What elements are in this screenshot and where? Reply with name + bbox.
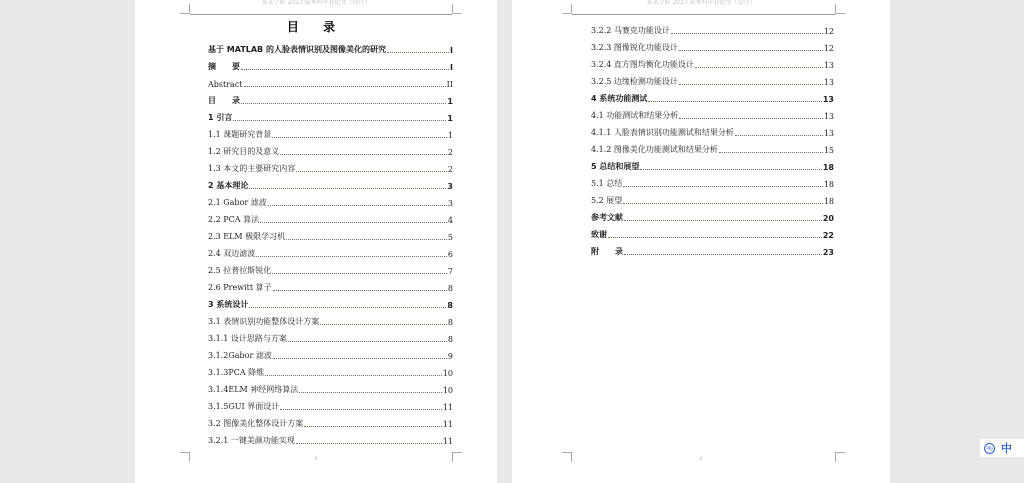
toc-entry-page: 3 bbox=[447, 199, 453, 208]
page-number: 2 bbox=[699, 456, 703, 462]
toc-entry-page: 9 bbox=[447, 352, 453, 361]
dot-leader bbox=[288, 341, 447, 342]
toc-entry[interactable] bbox=[591, 70, 834, 87]
dot-leader bbox=[273, 358, 447, 359]
toc-entry-text: 参考文献 bbox=[591, 213, 623, 222]
toc-entry-text: 3 系统设计 bbox=[208, 300, 249, 309]
toc-entry[interactable] bbox=[208, 123, 453, 140]
toc-entry-page: 13 bbox=[823, 78, 834, 87]
toc-entry[interactable] bbox=[208, 140, 453, 157]
page-header: 某某学院 2023 届本科毕业论文（设计） bbox=[261, 0, 371, 6]
toc-entry-page: 1 bbox=[447, 131, 453, 140]
toc-entry-text: 3.2.3 图像锐化功能设计 bbox=[591, 43, 678, 52]
toc-entry[interactable] bbox=[208, 429, 453, 446]
toc-entry-page: 1 bbox=[447, 114, 453, 123]
dot-leader bbox=[608, 237, 822, 238]
dot-leader bbox=[679, 50, 823, 51]
page-header: 某某学院 2023 届本科毕业论文（设计） bbox=[646, 0, 756, 6]
toc-entry-text: 3.1.1 设计思路与方案 bbox=[208, 334, 287, 343]
toc-title: 目 录 bbox=[286, 20, 346, 34]
toc-entry-text: 3.2.1 一键美颜功能实现 bbox=[208, 436, 295, 445]
dot-leader bbox=[280, 409, 442, 410]
toc-entry-text: 附 录 bbox=[591, 247, 623, 256]
toc-entry-text: 1.2 研究目的及意义 bbox=[208, 147, 280, 156]
toc-entry-page: 13 bbox=[823, 61, 834, 70]
toc-entry-text: 1 引言 bbox=[208, 113, 233, 122]
ime-mode-toggle[interactable]: 中 bbox=[1001, 442, 1012, 455]
dot-leader bbox=[241, 69, 449, 70]
dot-leader bbox=[256, 256, 447, 257]
toc-entry-page: 8 bbox=[447, 284, 453, 293]
dot-leader bbox=[623, 186, 823, 187]
toc-entry[interactable] bbox=[208, 310, 453, 327]
toc-entry[interactable] bbox=[208, 276, 453, 293]
dot-leader bbox=[260, 222, 447, 223]
toc-entry-text: 2.1 Gabor 滤波 bbox=[208, 198, 267, 207]
ime-logo-icon[interactable]: PRJ bbox=[984, 443, 995, 454]
toc-entry-page: 8 bbox=[447, 301, 453, 310]
dot-leader bbox=[280, 154, 447, 155]
dot-leader bbox=[648, 101, 822, 102]
toc-entry-text: 4 系统功能测试 bbox=[591, 94, 648, 103]
toc-entry[interactable] bbox=[591, 189, 834, 206]
toc-entry-text: 摘 要 bbox=[208, 62, 240, 71]
toc-entry[interactable] bbox=[208, 327, 453, 344]
toc-entry-page: 23 bbox=[822, 248, 834, 257]
dot-leader bbox=[640, 169, 822, 170]
toc-entry-text: 3.1.2Gabor 滤波 bbox=[208, 351, 272, 360]
dot-leader bbox=[671, 33, 823, 34]
toc-entry-text: 3.2.5 边缘检测功能设计 bbox=[591, 77, 678, 86]
toc-entry-page: 3 bbox=[447, 182, 453, 191]
toc-entry-page: 15 bbox=[823, 146, 834, 155]
document-page-2 bbox=[512, 0, 890, 483]
dot-leader bbox=[735, 135, 823, 136]
toc-entry-text: 2.6 Prewitt 算子 bbox=[208, 283, 272, 292]
toc-entry[interactable] bbox=[591, 19, 834, 36]
toc-entry-text: 致谢 bbox=[591, 230, 607, 239]
toc-entry-page: 13 bbox=[823, 129, 834, 138]
toc-entry-text: 2 基本理论 bbox=[208, 181, 249, 190]
toc-entry-text: 1.1 课题研究背景 bbox=[208, 130, 272, 139]
toc-entry-page: 18 bbox=[823, 180, 834, 189]
dot-leader bbox=[241, 103, 446, 104]
toc-entry-text: 5.1 总结 bbox=[591, 179, 623, 188]
dot-leader bbox=[304, 426, 442, 427]
toc-list bbox=[591, 19, 834, 257]
toc-entry[interactable] bbox=[208, 293, 453, 310]
dot-leader bbox=[719, 152, 823, 153]
dot-leader bbox=[286, 239, 447, 240]
toc-entry-page: 10 bbox=[442, 386, 453, 395]
toc-entry-page: 18 bbox=[823, 197, 834, 206]
toc-entry[interactable] bbox=[591, 36, 834, 53]
toc-entry[interactable] bbox=[208, 344, 453, 361]
toc-entry-text: 3.2.2 马赛克功能设计 bbox=[591, 26, 670, 35]
dot-leader bbox=[387, 52, 449, 53]
header-rule bbox=[190, 14, 452, 15]
toc-entry-text: 4.1.1 人脸表情识别功能测试和结果分析 bbox=[591, 128, 734, 137]
toc-entry[interactable] bbox=[208, 208, 453, 225]
toc-entry-text: 3.2.4 直方图均衡化功能设计 bbox=[591, 60, 694, 69]
toc-entry-text: 4.1 功能测试和结果分析 bbox=[591, 111, 679, 120]
toc-entry-page: 13 bbox=[823, 112, 834, 121]
dot-leader bbox=[265, 375, 442, 376]
toc-entry-text: 3.1 表情识别功能整体设计方案 bbox=[208, 317, 320, 326]
dot-leader bbox=[249, 307, 446, 308]
toc-entry[interactable] bbox=[208, 242, 453, 259]
toc-entry[interactable] bbox=[591, 87, 834, 104]
toc-entry[interactable] bbox=[208, 259, 453, 276]
dot-leader bbox=[233, 120, 446, 121]
toc-entry-page: 6 bbox=[447, 250, 453, 259]
toc-entry-text: 3.1.4ELM 神经网络算法 bbox=[208, 385, 299, 394]
toc-entry[interactable] bbox=[208, 106, 453, 123]
dot-leader bbox=[272, 273, 447, 274]
toc-entry[interactable] bbox=[208, 378, 453, 395]
toc-entry-text: Abstract bbox=[208, 80, 243, 89]
toc-entry-text: 目 录 bbox=[208, 96, 240, 105]
toc-entry-page: 12 bbox=[823, 44, 834, 53]
toc-entry[interactable] bbox=[591, 155, 834, 172]
toc-entry-text: 1.3 本文的主要研究内容 bbox=[208, 164, 296, 173]
toc-entry-page: 11 bbox=[442, 403, 453, 412]
toc-entry-page: I bbox=[450, 63, 453, 72]
toc-entry-page: 1 bbox=[447, 97, 453, 106]
toc-entry-text: 4.1.2 图像美化功能测试和结果分析 bbox=[591, 145, 718, 154]
ime-toolbar[interactable] bbox=[980, 439, 1024, 457]
toc-entry[interactable] bbox=[208, 395, 453, 412]
toc-entry-page: 11 bbox=[442, 420, 453, 429]
toc-list bbox=[208, 38, 453, 446]
toc-entry-page: I bbox=[450, 46, 453, 55]
dot-leader bbox=[624, 220, 822, 221]
toc-entry[interactable] bbox=[591, 104, 834, 121]
toc-entry-page: 2 bbox=[447, 148, 453, 157]
toc-entry[interactable] bbox=[208, 412, 453, 429]
toc-entry-text: 2.3 ELM 极限学习机 bbox=[208, 232, 286, 241]
dot-leader bbox=[299, 392, 442, 393]
dot-leader bbox=[244, 86, 446, 87]
toc-entry-text: 2.2 PCA 算法 bbox=[208, 215, 260, 224]
toc-entry-text: 2.5 拉普拉斯锐化 bbox=[208, 266, 272, 275]
corner-mark bbox=[180, 4, 190, 14]
dot-leader bbox=[272, 137, 447, 138]
toc-entry-page: 10 bbox=[442, 369, 453, 378]
header-rule bbox=[572, 14, 835, 15]
dot-leader bbox=[695, 67, 823, 68]
toc-entry-text: 3.1.5GUI 界面设计 bbox=[208, 402, 280, 411]
toc-entry-page: 8 bbox=[447, 335, 453, 344]
corner-mark bbox=[562, 4, 572, 14]
toc-entry[interactable] bbox=[591, 206, 834, 223]
toc-entry-page: 13 bbox=[822, 95, 834, 104]
toc-entry[interactable] bbox=[208, 72, 453, 89]
toc-entry-text: 3.1.3PCA 降维 bbox=[208, 368, 265, 377]
toc-entry[interactable] bbox=[208, 89, 453, 106]
toc-entry-text: 5.2 展望 bbox=[591, 196, 623, 205]
toc-entry[interactable] bbox=[591, 53, 834, 70]
dot-leader bbox=[679, 118, 823, 119]
dot-leader bbox=[296, 171, 447, 172]
toc-entry-page: 7 bbox=[447, 267, 453, 276]
document-page-1 bbox=[135, 0, 497, 483]
toc-entry[interactable] bbox=[208, 157, 453, 174]
toc-entry-page: 20 bbox=[822, 214, 834, 223]
toc-entry-page: 8 bbox=[447, 318, 453, 327]
dot-leader bbox=[249, 188, 446, 189]
dot-leader bbox=[679, 84, 823, 85]
toc-entry[interactable] bbox=[591, 240, 834, 257]
toc-entry[interactable] bbox=[208, 38, 453, 55]
dot-leader bbox=[268, 205, 447, 206]
toc-entry[interactable] bbox=[591, 121, 834, 138]
toc-entry-page: 12 bbox=[823, 27, 834, 36]
toc-entry-page: 4 bbox=[447, 216, 453, 225]
toc-entry-page: 5 bbox=[447, 233, 453, 242]
dot-leader bbox=[623, 203, 823, 204]
toc-entry[interactable] bbox=[591, 138, 834, 155]
toc-entry[interactable] bbox=[208, 361, 453, 378]
toc-entry-page: 11 bbox=[442, 437, 453, 446]
toc-entry[interactable] bbox=[208, 55, 453, 72]
corner-mark bbox=[452, 4, 462, 14]
dot-leader bbox=[320, 324, 447, 325]
corner-mark bbox=[835, 4, 845, 14]
toc-entry-text: 5 总结和展望 bbox=[591, 162, 640, 171]
toc-entry-text: 基于 MATLAB 的人脸表情识别及图像美化的研究 bbox=[208, 45, 386, 54]
page-number: 1 bbox=[314, 456, 318, 462]
toc-entry-page: II bbox=[446, 80, 453, 89]
toc-entry[interactable] bbox=[208, 174, 453, 191]
toc-entry[interactable] bbox=[591, 223, 834, 240]
toc-entry-page: 18 bbox=[822, 163, 834, 172]
toc-entry-text: 2.4 双边滤波 bbox=[208, 249, 256, 258]
toc-entry[interactable] bbox=[591, 172, 834, 189]
toc-entry-page: 2 bbox=[447, 165, 453, 174]
dot-leader bbox=[296, 443, 442, 444]
toc-entry[interactable] bbox=[208, 225, 453, 242]
toc-entry[interactable] bbox=[208, 191, 453, 208]
toc-entry-text: 3.2 图像美化整体设计方案 bbox=[208, 419, 304, 428]
dot-leader bbox=[624, 254, 822, 255]
dot-leader bbox=[273, 290, 447, 291]
toc-entry-page: 22 bbox=[822, 231, 834, 240]
